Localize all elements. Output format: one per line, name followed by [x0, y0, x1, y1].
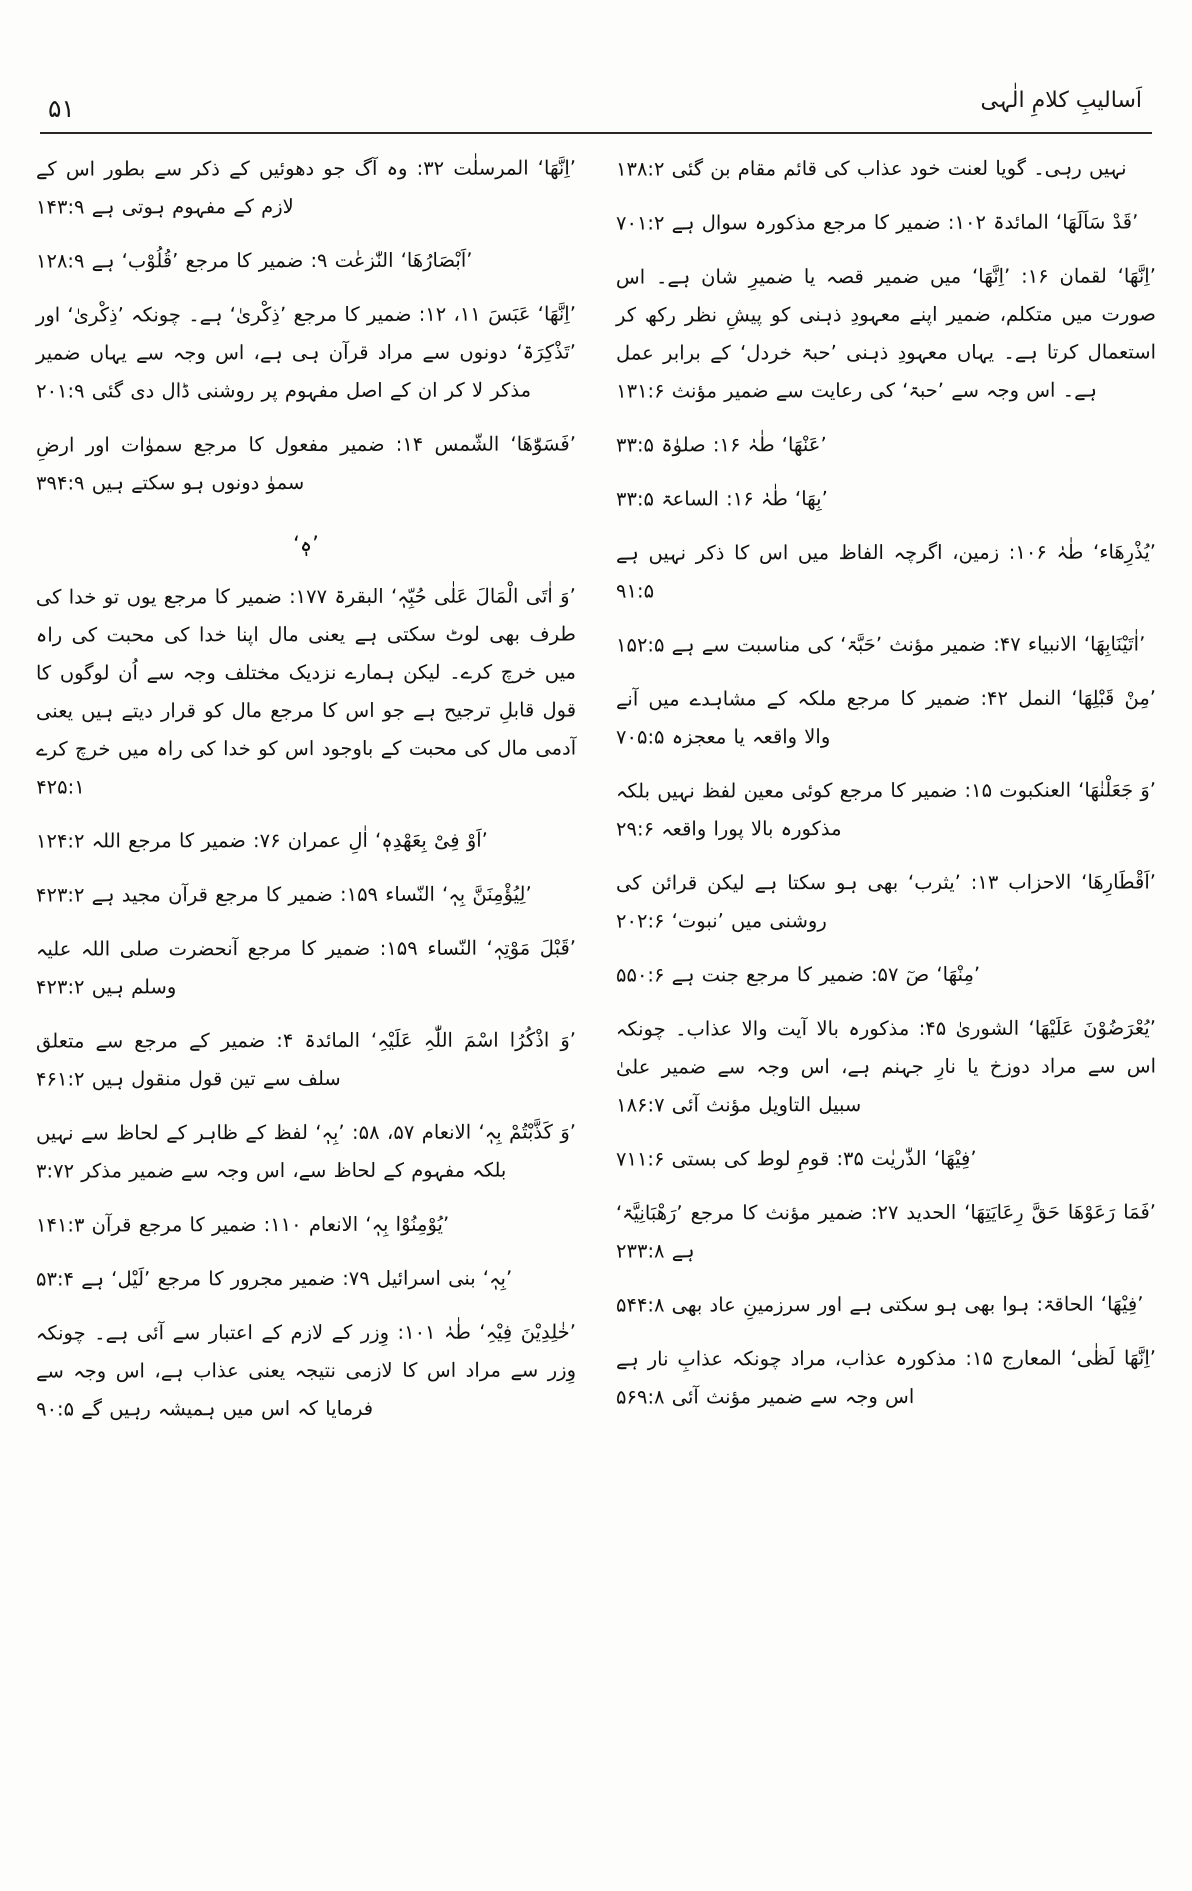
page-number: ۵۱: [48, 94, 75, 123]
entry-paragraph: ’لِیُؤْمِنَنَّ بِہٖ‘ النّساء ۱۵۹: ضمیر کا مرجع قرآن مجید ہے ۴۲۳:۲: [35, 882, 532, 907]
entry-paragraph: ’اِنَّھَا‘ المرسلٰت ۳۲: وہ آگ جو دھوئیں کے ذکر سے بطور اس کے لازم کے مفہوم ہوتی ہے ۱۴۳:۹: [35, 156, 576, 219]
entry-paragraph: ’یُوْمِنُوْا بِہٖ‘ الانعام ۱۱۰: ضمیر کا مرجع قرآن ۱۴۱:۳: [35, 1213, 450, 1237]
book-title: اَسالیبِ کلامِ الٰہی: [980, 88, 1142, 113]
entry-paragraph: ’فَسَوّٰھَا‘ الشّمس ۱۴: ضمیر مفعول کا مرجع سموٰات اور ارضِ سموٰ دونوں ہو سکتے ہیں ۳۹۴:۹: [35, 432, 576, 495]
entry-paragraph: ’وَ کَذَّبْتُمْ بِہٖ‘ الانعام ۵۷، ۵۸: ’بِہٖ‘ لفظ کے ظاہر کے لحاظ سے نہیں بلکہ مفہوم کے لحاظ سے، اس وجہ سے ضمیر مذکر ۳:۷۲: [35, 1120, 576, 1183]
header-divider: [40, 132, 1152, 134]
column-left: [36, 150, 576, 1851]
entry-paragraph: ’عَنْھَا‘ طٰہٰ ۱۶: صلوٰۃ ۳۳:۵: [615, 433, 827, 457]
entry-paragraph: ’اِنَّھَا لَظٰی‘ المعارج ۱۵: مذکورہ عذاب، مراد چونکہ عذابِ نار ہے اس وجہ سے ضمیر مؤنث آئی ۵۶۹:۸: [615, 1346, 1156, 1409]
entry-paragraph: ’فَمَا رَعَوْھَا حَقَّ رِعَایَتِھَا‘ الحدید ۲۷: ضمیر مؤنث کا مرجع ’رَھْبَانِیَّۃ‘ ہے ۲۳۳:۸: [615, 1200, 1156, 1263]
entry-paragraph: ’اِنَّھَا‘ لقمان ۱۶: ’اِنَّھَا‘ میں ضمیر قصہ یا ضمیرِ شان ہے۔ اس صورت میں متکلم، ضمیر اپنے معہودِ ذہنی کو پیشِ نظر رکھ کر استعمال کرتا ہے۔ یہاں معہودِ ذہنی ’حبۃ خردل‘ کے برابر عمل ہے۔ اس وجہ سے ’حبۃ‘ کی رعایت سے ضمیر مؤنث ۱۳۱:۶: [615, 264, 1157, 403]
entry-paragraph: ’وَ اذْکُرُا اسْمَ اللّٰہِ عَلَیْہِ‘ المائدۃ ۴: ضمیر کے مرجع سے متعلق سلف سے تین قول منقول ہیں ۴۶۱:۲: [35, 1028, 576, 1091]
entry-paragraph: ’اَبْصَارُھَا‘ النّٰزعٰت ۹: ضمیر کا مرجع ’قُلُوْب‘ ہے ۱۲۸:۹: [35, 248, 473, 273]
entry-paragraph: نہیں رہی۔ گویا لعنت خود عذاب کی قائم مقام بن گئی ۱۳۸:۲: [615, 156, 1127, 181]
entry-paragraph: ’یُعْرَضُوْنَ عَلَیْھَا‘ الشوریٰ ۴۵: مذکورہ بالا آیت والا عذاب۔ چونکہ اس سے مراد دوزخ یا نارِ جہنم ہے، اس وجہ سے ضمیر علیٰ سبیل التاویل مؤنث آئی ۱۸۶:۷: [615, 1016, 1157, 1117]
two-column-body: [36, 150, 1156, 1851]
entry-paragraph: ’بِہٖ‘ بنی اسرائیل ۷۹: ضمیر مجرور کا مرجع ’لَیْل‘ ہے ۵۳:۴: [35, 1266, 513, 1291]
entry-paragraph: ’بِھَا‘ طٰہٰ ۱۶: الساعۃ ۳۳:۵: [615, 487, 828, 511]
entry-paragraph: ’وَ جَعَلْنٰھَا‘ العنکبوت ۱۵: ضمیر کا مرجع کوئی معین لفظ نہیں بلکہ مذکورہ بالا پورا واقعہ ۲۹:۶: [615, 778, 1156, 841]
entry-paragraph: ’یُذْرِھَاء‘ طٰہٰ ۱۰۶: زمین، اگرچہ الفاظ میں اس کا ذکر نہیں ہے ۹۱:۵: [615, 540, 1156, 603]
entry-paragraph: ’خٰلِدِیْنَ فِیْہِ‘ طٰہٰ ۱۰۱: وِزر کے لازم کے اعتبار سے آئی ہے۔ چونکہ وِزر سے مراد اس کا لازمی نتیجہ یعنی عذاب ہے، اس وجہ سے فرمایا کہ اس میں ہمیشہ رہیں گے ۹۰:۵: [35, 1320, 577, 1421]
entry-paragraph: ’اِنَّھَا‘ عَبَسَ ۱۱، ۱۲: ضمیر کا مرجع ’ذِکْریٰ‘ ہے۔ چونکہ ’ذِکْریٰ‘ اور ’تَذْکِرَۃ‘ دونوں سے مراد قرآن ہی ہے، اس وجہ سے یہاں ضمیر مذکر لا کر ان کے اصل مفہوم پر روشنی ڈال دی گئی ۲۰۱:۹: [35, 302, 577, 403]
entry-paragraph: ’قَبْلَ مَوْتِہٖ‘ النّساء ۱۵۹: ضمیر کا مرجع آنحضرت صلی اللہ علیہ وسلم ہیں ۴۲۳:۲: [35, 936, 576, 999]
entry-paragraph: ’اَوْ فِیْ بِعَھْدِہٖ‘ اٰلِ عمران ۷۶: ضمیر کا مرجع اللہ ۱۲۴:۲: [35, 828, 488, 853]
entry-paragraph: ’فِیْھَا‘ الحاقۃ: ہوا بھی ہو سکتی ہے اور سرزمینِ عاد بھی ۵۴۴:۸: [615, 1292, 1144, 1317]
page-header: [40, 88, 1152, 134]
entry-paragraph: ’وَ اٰتَی الْمَالَ عَلٰی حُبِّہٖ‘ البقرۃ ۱۷۷: ضمیر کا مرجع یوں تو خدا کی طرف بھی لوٹ سکتی ہے یعنی مال اپنا خدا کی محبت کی راہ میں خرچ کرے۔ لیکن ہمارے نزدیک مختلف وجہ سے اُن لوگوں کا قول قابلِ ترجیح ہے جو اس کا مرجع مال کو قرار دیتے ہیں یعنی آدمی مال کی محبت کے باوجود اس کو خدا کی راہ میں خرچ کرے ۴۲۵:۱: [35, 584, 577, 799]
entry-paragraph: ’قَدْ سَاَلَھَا‘ المائدۃ ۱۰۲: ضمیر کا مرجع مذکورہ سوال ہے ۷۰۱:۲: [615, 210, 1139, 235]
section-heading: ’ہٖ‘: [293, 532, 319, 557]
entry-paragraph: ’مِنْ قَبْلِھَا‘ النمل ۴۲: ضمیر کا مرجع ملکہ کے مشاہدے میں آنے والا واقعہ یا معجزہ ۷۰۵:۵: [615, 686, 1156, 749]
entry-paragraph: ’فِیْھَا‘ الذّٰریٰت ۳۵: قومِ لوط کی بستی ۷۱۱:۶: [615, 1147, 977, 1171]
column-right: [616, 150, 1156, 1851]
entry-paragraph: ’مِنْھَا‘ صٓ ۵۷: ضمیر کا مرجع جنت ہے ۵۵۰:۶: [615, 963, 981, 987]
entry-paragraph: ’اَقْطَارِھَا‘ الاحزاب ۱۳: ’یثرب‘ بھی ہو سکتا ہے لیکن قرائن کی روشنی میں ’نبوت‘ ۲۰۲:۶: [615, 870, 1156, 933]
entry-paragraph: ’اٰتَیْنَابِھَا‘ الانبیاء ۴۷: ضمیر مؤنث ’حَبَّۃ‘ کی مناسبت سے ہے ۱۵۲:۵: [615, 632, 1146, 657]
